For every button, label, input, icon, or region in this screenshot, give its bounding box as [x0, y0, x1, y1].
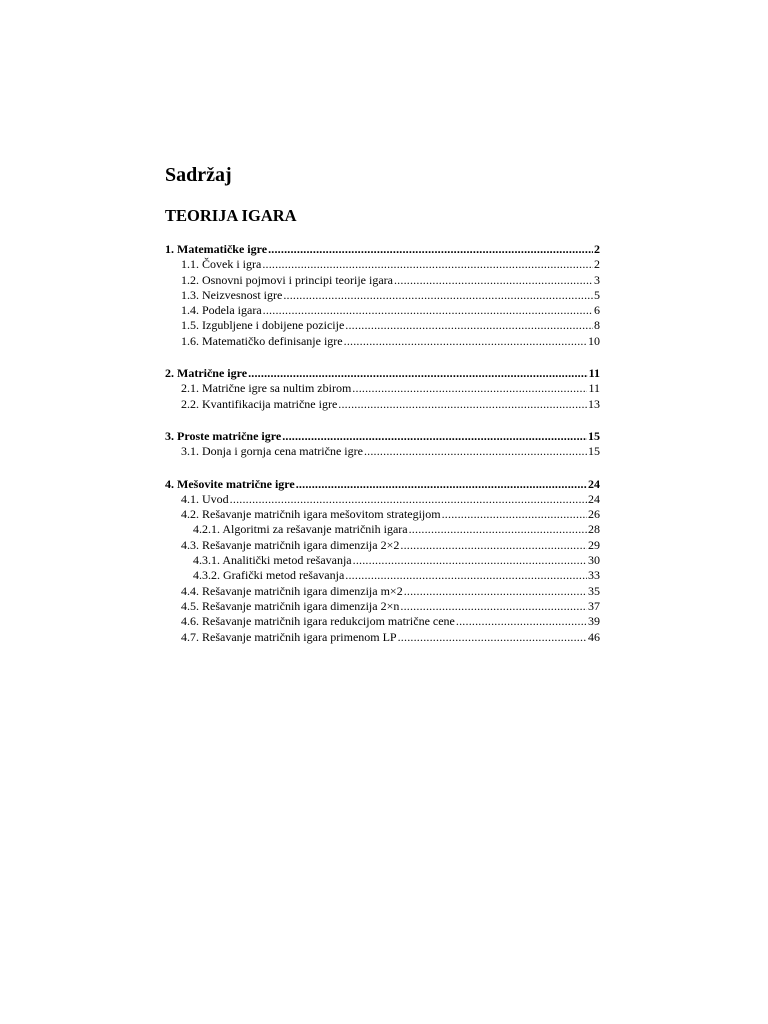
dot-leader [352, 381, 587, 396]
toc-entry-label: 4.6. Rešavanje matričnih igara redukcijom matrične cene [181, 614, 455, 629]
toc-entry-page-number: 24 [588, 476, 600, 491]
toc-entry-label: 3. Proste matrične igre [165, 428, 282, 443]
toc-subsection-entry[interactable] [165, 273, 600, 288]
part-title: TEORIJA IGARA [165, 206, 297, 225]
toc-subsection-entry[interactable] [165, 397, 600, 412]
toc-section [165, 477, 600, 645]
dot-leader [353, 553, 587, 568]
toc-subsection-entry[interactable] [165, 553, 600, 568]
toc-entry-page-number: 11 [588, 381, 600, 396]
toc-entry-label: 1.1. Čovek i igra [181, 257, 262, 272]
toc-entry-page-number: 10 [588, 333, 600, 348]
toc-subsection-entry[interactable] [165, 334, 600, 349]
toc-entry-page-number: 33 [588, 568, 600, 583]
toc-entry-page-number: 30 [588, 553, 600, 568]
toc-section [165, 366, 600, 412]
toc-entry-label: 1.5. Izgubljene i dobijene pozicije [181, 318, 345, 333]
toc-subsection-entry[interactable] [165, 444, 600, 459]
toc-entry-page-number: 3 [594, 272, 600, 287]
toc-entry-label: 1.2. Osnovni pojmovi i principi teorije igara [181, 272, 393, 287]
toc-subsection-entry[interactable] [165, 303, 600, 318]
toc-entry-label: 4.2.1. Algoritmi za rešavanje matričnih igara [193, 522, 408, 537]
table-of-contents [165, 242, 600, 662]
dot-leader [442, 507, 587, 522]
toc-entry-label: 4.3.2. Grafički metod rešavanja [193, 568, 345, 583]
toc-entry-label: 3.1. Donja i gornja cena matrične igre [181, 444, 363, 459]
toc-subsection-entry[interactable] [165, 630, 600, 645]
toc-subsection-entry[interactable] [165, 599, 600, 614]
dot-leader [398, 630, 587, 645]
toc-chapter-entry[interactable] [165, 242, 600, 257]
toc-entry-page-number: 15 [588, 428, 600, 443]
dot-leader [344, 334, 587, 349]
toc-entry-label: 2. Matrične igre [165, 366, 248, 381]
dot-leader [296, 477, 587, 492]
toc-chapter-entry[interactable] [165, 477, 600, 492]
toc-subsection-entry[interactable] [165, 522, 600, 537]
dot-leader [248, 366, 588, 381]
toc-entry-page-number: 39 [588, 614, 600, 629]
dot-leader [345, 318, 593, 333]
dot-leader [263, 303, 593, 318]
toc-entry-label: 1.3. Neizvesnost igre [181, 287, 283, 302]
toc-entry-label: 4. Mešovite matrične igre [165, 476, 295, 491]
toc-entry-label: 4.5. Rešavanje matričnih igara dimenzija 2×n [181, 598, 400, 613]
dot-leader [230, 492, 587, 507]
dot-leader [364, 444, 587, 459]
toc-entry-label: 2.2. Kvantifikacija matrične igre [181, 396, 338, 411]
dot-leader [268, 242, 593, 257]
toc-entry-page-number: 26 [588, 507, 600, 522]
toc-subsection-entry[interactable] [165, 318, 600, 333]
toc-subsection-entry[interactable] [165, 507, 600, 522]
toc-subsection-entry[interactable] [165, 381, 600, 396]
toc-subsection-entry[interactable] [165, 538, 600, 553]
toc-entry-page-number: 8 [594, 318, 600, 333]
toc-entry-label: 1.6. Matematičko definisanje igre [181, 333, 343, 348]
toc-entry-page-number: 46 [588, 629, 600, 644]
toc-chapter-entry[interactable] [165, 429, 600, 444]
toc-entry-page-number: 35 [588, 583, 600, 598]
dot-leader [262, 257, 593, 272]
toc-entry-page-number: 13 [588, 396, 600, 411]
toc-entry-label: 4.3.1. Analitički metod rešavanja [193, 553, 352, 568]
toc-entry-page-number: 2 [594, 257, 600, 272]
dot-leader [394, 273, 593, 288]
dot-leader [283, 288, 593, 303]
toc-entry-page-number: 29 [588, 537, 600, 552]
toc-subsection-entry[interactable] [165, 614, 600, 629]
toc-subsection-entry[interactable] [165, 257, 600, 272]
toc-section [165, 242, 600, 349]
toc-chapter-entry[interactable] [165, 366, 600, 381]
toc-entry-label: 4.1. Uvod [181, 491, 229, 506]
toc-entry-label: 4.7. Rešavanje matričnih igara primenom LP [181, 629, 397, 644]
toc-subsection-entry[interactable] [165, 568, 600, 583]
toc-entry-page-number: 5 [594, 287, 600, 302]
toc-entry-page-number: 24 [588, 491, 600, 506]
toc-entry-page-number: 37 [588, 598, 600, 613]
dot-leader [400, 538, 587, 553]
toc-subsection-entry[interactable] [165, 288, 600, 303]
toc-entry-label: 1.4. Podela igara [181, 303, 262, 318]
toc-entry-page-number: 2 [594, 242, 600, 256]
toc-entry-label: 2.1. Matrične igre sa nultim zbirom [181, 381, 352, 396]
toc-entry-page-number: 6 [594, 303, 600, 318]
toc-entry-label: 4.4. Rešavanje matričnih igara dimenzija m×2 [181, 583, 403, 598]
page-title: Sadržaj [165, 164, 232, 186]
toc-entry-page-number: 11 [588, 366, 600, 381]
dot-leader [282, 429, 587, 444]
toc-subsection-entry[interactable] [165, 492, 600, 507]
toc-entry-label: 4.2. Rešavanje matričnih igara mešovitom strategijom [181, 507, 441, 522]
toc-subsection-entry[interactable] [165, 584, 600, 599]
dot-leader [409, 522, 587, 537]
toc-entry-label: 4.3. Rešavanje matričnih igara dimenzija 2×2 [181, 537, 400, 552]
toc-entry-page-number: 15 [588, 444, 600, 459]
dot-leader [338, 397, 587, 412]
dot-leader [456, 614, 587, 629]
dot-leader [404, 584, 587, 599]
toc-section [165, 429, 600, 460]
dot-leader [400, 599, 587, 614]
toc-entry-page-number: 28 [588, 522, 600, 537]
toc-entry-label: 1. Matematičke igre [165, 242, 268, 256]
dot-leader [345, 568, 587, 583]
